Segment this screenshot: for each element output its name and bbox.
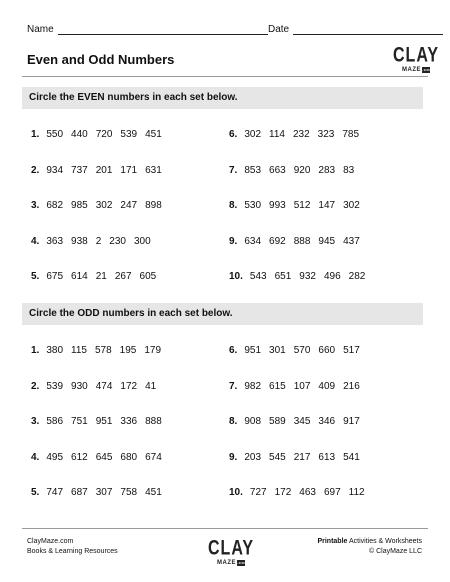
number-value[interactable]: 631 [145, 164, 162, 176]
number-value[interactable]: 605 [139, 271, 157, 282]
number-value[interactable]: 612 [71, 451, 88, 463]
number-value[interactable]: 951 [244, 345, 262, 356]
number-value[interactable]: 195 [119, 345, 137, 356]
number-value[interactable]: 589 [269, 416, 286, 427]
number-value[interactable]: 727 [249, 487, 267, 498]
footer-right [300, 537, 422, 557]
number-value[interactable]: 380 [46, 345, 64, 356]
number-value[interactable]: 982 [244, 380, 262, 392]
number-value[interactable]: 2 [95, 235, 102, 247]
number-value[interactable]: 541 [343, 451, 360, 463]
problem-number: 9. [229, 451, 238, 463]
number-value[interactable]: 917 [343, 416, 360, 427]
number-value[interactable]: 83 [343, 164, 355, 176]
date-blank-line [293, 26, 443, 35]
problem-number: 3. [31, 200, 40, 211]
number-value[interactable]: 634 [244, 235, 262, 247]
number-value[interactable]: 345 [293, 416, 311, 427]
number-value[interactable]: 437 [343, 235, 360, 247]
number-value[interactable]: 586 [46, 416, 64, 427]
number-value[interactable]: 474 [95, 380, 113, 392]
number-value[interactable]: 115 [71, 345, 87, 356]
problem-set [229, 271, 373, 282]
instruction-odd: Circle the ODD numbers in each set below. [22, 303, 423, 325]
number-value[interactable]: 512 [293, 200, 311, 211]
number-value[interactable]: 888 [293, 235, 311, 247]
number-value[interactable]: 216 [343, 380, 360, 392]
number-value[interactable]: 888 [145, 416, 162, 427]
problem-set [229, 452, 368, 463]
number-value[interactable]: 758 [120, 487, 138, 498]
problem-set [229, 129, 367, 140]
logo-suffix: .com [422, 67, 434, 72]
number-value[interactable]: 680 [120, 451, 138, 463]
number-value[interactable]: 495 [46, 451, 64, 463]
problem-set [229, 236, 368, 247]
problem-number: 9. [229, 235, 238, 247]
number-value[interactable]: 41 [145, 380, 157, 392]
problem-number: 10. [229, 271, 243, 282]
problem-number: 1. [31, 345, 40, 356]
date-field [268, 24, 443, 35]
number-value[interactable]: 751 [71, 416, 88, 427]
problem-number: 5. [31, 487, 40, 498]
number-value[interactable]: 645 [95, 451, 113, 463]
number-value[interactable]: 545 [269, 451, 286, 463]
number-value[interactable]: 302 [244, 129, 262, 140]
number-value[interactable]: 651 [274, 271, 292, 282]
problem-number: 8. [229, 416, 238, 427]
number-value[interactable]: 539 [46, 380, 64, 392]
number-value[interactable]: 898 [145, 200, 162, 211]
footer-tagline: Books & Learning Resources [27, 548, 118, 555]
number-value[interactable]: 440 [71, 129, 88, 140]
claymaze-logo [393, 43, 440, 73]
footer-logo-suffix: .com [237, 560, 249, 565]
number-value[interactable]: 543 [249, 271, 267, 282]
header-divider [22, 76, 428, 77]
problem-number: 2. [31, 380, 40, 392]
problem-number: 7. [229, 380, 238, 392]
number-value[interactable]: 300 [133, 235, 151, 247]
number-value[interactable]: 283 [318, 164, 336, 176]
number-value[interactable]: 682 [46, 200, 64, 211]
number-value[interactable]: 687 [71, 487, 88, 498]
number-value[interactable]: 336 [120, 416, 138, 427]
number-value[interactable]: 172 [274, 487, 292, 498]
number-value[interactable]: 107 [293, 380, 311, 392]
footer-printable-bold: Printable [317, 538, 348, 545]
number-value[interactable]: 267 [114, 271, 132, 282]
number-value[interactable]: 114 [269, 129, 285, 140]
logo-text-bottom-group [402, 67, 434, 73]
number-value[interactable]: 171 [120, 164, 138, 176]
problem-set [229, 487, 373, 498]
number-value[interactable]: 951 [95, 416, 113, 427]
number-value[interactable]: 570 [293, 345, 311, 356]
number-value[interactable]: 932 [299, 271, 316, 282]
problem-set [31, 345, 169, 356]
page-title: Even and Odd Numbers [27, 52, 175, 67]
number-value[interactable]: 451 [145, 487, 162, 498]
number-value[interactable]: 179 [144, 345, 162, 356]
number-value[interactable]: 614 [71, 271, 88, 282]
footer-printable-rest: Activities & Worksheets [347, 538, 422, 545]
problem-number: 2. [31, 164, 40, 176]
number-value[interactable]: 934 [46, 164, 64, 176]
problem-set [31, 129, 170, 140]
number-value[interactable]: 21 [95, 271, 107, 282]
number-value[interactable]: 172 [120, 380, 138, 392]
number-value[interactable]: 675 [46, 271, 64, 282]
number-value[interactable]: 993 [269, 200, 286, 211]
number-value[interactable]: 451 [145, 129, 162, 140]
logo-text-bottom: MAZE [402, 67, 422, 73]
number-value[interactable]: 785 [342, 129, 360, 140]
problem-set [31, 236, 159, 247]
number-value[interactable]: 737 [71, 164, 88, 176]
problem-number: 7. [229, 164, 238, 176]
claymaze-footer-logo [208, 536, 255, 566]
number-value[interactable]: 747 [46, 487, 64, 498]
number-value[interactable]: 930 [71, 380, 88, 392]
name-blank-line [58, 26, 268, 35]
problem-set [31, 271, 164, 282]
problem-number: 10. [229, 487, 243, 498]
number-value[interactable]: 247 [120, 200, 138, 211]
problem-set [31, 487, 170, 498]
instruction-even: Circle the EVEN numbers in each set below. [22, 87, 423, 109]
footer-left [27, 537, 118, 557]
number-value[interactable]: 301 [269, 345, 286, 356]
number-value[interactable]: 985 [71, 200, 88, 211]
number-value[interactable]: 232 [292, 129, 310, 140]
problem-number: 5. [31, 271, 40, 282]
number-value[interactable]: 920 [293, 164, 311, 176]
number-value[interactable]: 720 [95, 129, 113, 140]
number-value[interactable]: 663 [269, 164, 286, 176]
number-value[interactable]: 908 [244, 416, 262, 427]
footer-logo-text-top: CLAY [208, 536, 255, 560]
footer-site: ClayMaze.com [27, 538, 74, 545]
number-value[interactable]: 539 [120, 129, 138, 140]
name-label: Name [27, 24, 54, 35]
number-value[interactable]: 660 [318, 345, 336, 356]
number-value[interactable]: 697 [323, 487, 341, 498]
number-value[interactable]: 203 [244, 451, 262, 463]
number-value[interactable]: 323 [317, 129, 335, 140]
date-label: Date [268, 24, 290, 35]
number-value[interactable]: 853 [244, 164, 262, 176]
number-value[interactable]: 230 [109, 235, 126, 247]
number-value[interactable]: 945 [318, 235, 336, 247]
number-value[interactable]: 346 [318, 416, 336, 427]
number-value[interactable]: 307 [95, 487, 113, 498]
footer-divider [22, 528, 428, 529]
number-value[interactable]: 302 [95, 200, 113, 211]
problem-set [31, 452, 170, 463]
number-value[interactable]: 112 [348, 487, 365, 498]
number-value[interactable]: 409 [318, 380, 336, 392]
number-value[interactable]: 550 [46, 129, 64, 140]
problem-set [229, 200, 368, 211]
number-value[interactable]: 217 [293, 451, 311, 463]
number-value[interactable]: 282 [348, 271, 366, 282]
number-value[interactable]: 674 [145, 451, 162, 463]
problem-number: 6. [229, 345, 238, 356]
number-value[interactable]: 302 [343, 200, 360, 211]
number-value[interactable]: 692 [269, 235, 286, 247]
number-value[interactable]: 463 [299, 487, 316, 498]
problem-number: 4. [31, 235, 40, 247]
number-value[interactable]: 938 [71, 235, 88, 247]
problem-set [31, 381, 164, 392]
problem-set [31, 416, 170, 427]
footer-copyright: © ClayMaze LLC [368, 548, 422, 555]
problem-number: 6. [229, 129, 238, 140]
number-value[interactable]: 363 [46, 235, 64, 247]
problem-number: 4. [31, 451, 40, 463]
problem-set [31, 200, 170, 211]
problem-number: 3. [31, 416, 40, 427]
number-value[interactable]: 517 [343, 345, 360, 356]
problem-set [229, 416, 368, 427]
problem-set [229, 345, 368, 356]
footer-logo-text-bottom: MAZE [217, 560, 237, 566]
number-value[interactable]: 530 [244, 200, 262, 211]
problem-set [31, 165, 170, 176]
problem-number: 8. [229, 200, 238, 211]
footer-printable [300, 537, 422, 547]
problem-set [229, 165, 362, 176]
number-value[interactable]: 613 [318, 451, 336, 463]
name-field [27, 24, 268, 35]
number-value[interactable]: 578 [94, 345, 112, 356]
problem-set [229, 381, 368, 392]
number-value[interactable]: 615 [269, 380, 286, 392]
logo-text-top: CLAY [393, 43, 440, 67]
number-value[interactable]: 496 [323, 271, 341, 282]
number-value[interactable]: 201 [95, 164, 113, 176]
number-value[interactable]: 147 [318, 200, 336, 211]
problem-number: 1. [31, 129, 40, 140]
footer-logo-text-bottom-group [217, 560, 249, 566]
